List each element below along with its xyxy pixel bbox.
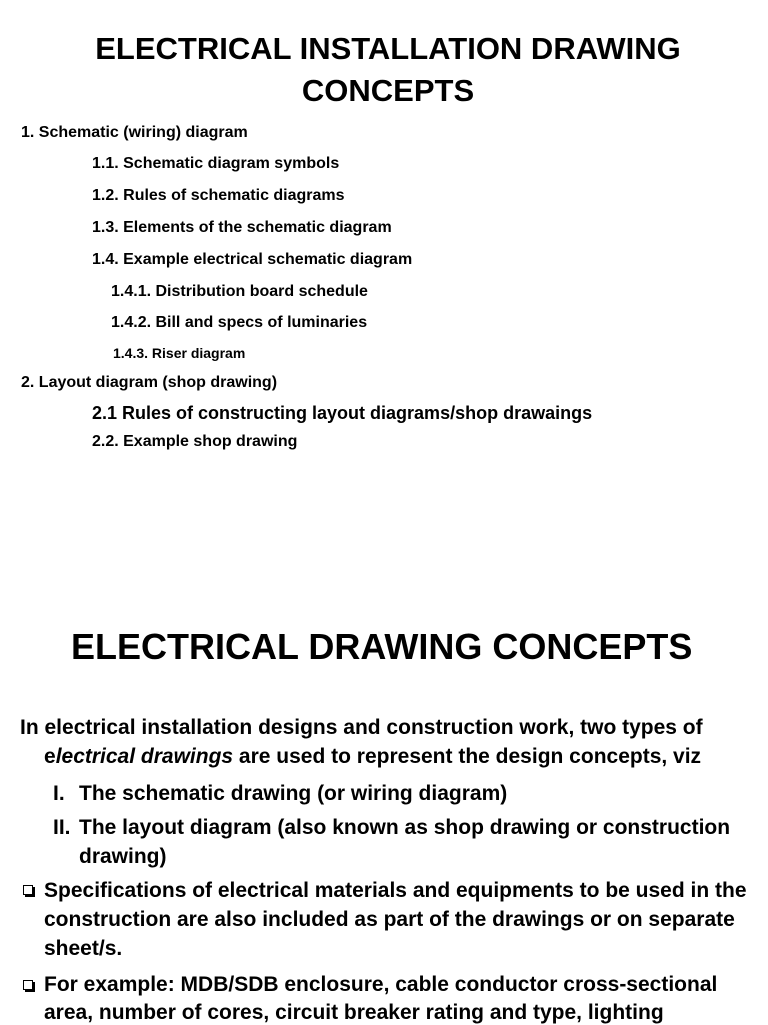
- square-bullet-icon: [23, 885, 35, 897]
- toc-item-1-1: 1.1. Schematic diagram symbols: [92, 155, 340, 172]
- toc-item-1-2: 1.2. Rules of schematic diagrams: [92, 187, 345, 204]
- bullet-1-line-1: Specifications of electrical materials and equipments to be used in the: [44, 879, 747, 902]
- toc-item-1-3: 1.3. Elements of the schematic diagram: [92, 219, 392, 236]
- square-bullet-icon: [23, 980, 35, 992]
- intro-line-2-suffix: are used to represent the design concepts, viz: [233, 745, 702, 768]
- roman-numeral-2: II.: [53, 816, 71, 839]
- toc-item-1-4-1: 1.4.1. Distribution board schedule: [111, 283, 368, 300]
- slide-2-title: ELECTRICAL DRAWING CONCEPTS: [71, 626, 693, 667]
- roman-numeral-1: I.: [53, 782, 65, 805]
- toc-item-1-4: 1.4. Example electrical schematic diagram: [92, 251, 413, 268]
- roman-item-1-text: The schematic drawing (or wiring diagram): [79, 782, 508, 805]
- toc-item-2-2: 2.2. Example shop drawing: [92, 433, 298, 450]
- roman-item-2-text-line-1: The layout diagram (also known as shop drawing or construction: [79, 816, 731, 839]
- intro-line-1: In electrical installation designs and construction work, two types of: [20, 716, 703, 739]
- bullet-1-line-3: sheet/s.: [44, 937, 123, 960]
- toc-item-2-1: 2.1 Rules of constructing layout diagrams/shop drawaings: [92, 403, 593, 423]
- slide-1-title-line-1: ELECTRICAL INSTALLATION DRAWING: [95, 31, 681, 66]
- bullet-2-line-1: For example: MDB/SDB enclosure, cable conductor cross-sectional: [44, 973, 718, 996]
- roman-item-2-text-line-2: drawing): [79, 845, 167, 868]
- bullet-1-line-2: construction are also included as part of the drawings or on separate: [44, 908, 735, 931]
- intro-line-2: [44, 745, 701, 769]
- bullet-2-line-2: area, number of cores, circuit breaker rating and type, lighting: [44, 1001, 664, 1024]
- toc-item-1-4-3: 1.4.3. Riser diagram: [113, 345, 246, 361]
- toc-item-2: 2. Layout diagram (shop drawing): [21, 374, 278, 391]
- toc-item-1: 1. Schematic (wiring) diagram: [21, 124, 248, 141]
- intro-line-2-prefix: e: [44, 745, 56, 768]
- intro-line-2-italic: lectrical drawings: [55, 745, 234, 768]
- toc-item-1-4-2: 1.4.2. Bill and specs of luminaries: [111, 314, 368, 331]
- slide-1-title-line-2: CONCEPTS: [301, 73, 475, 108]
